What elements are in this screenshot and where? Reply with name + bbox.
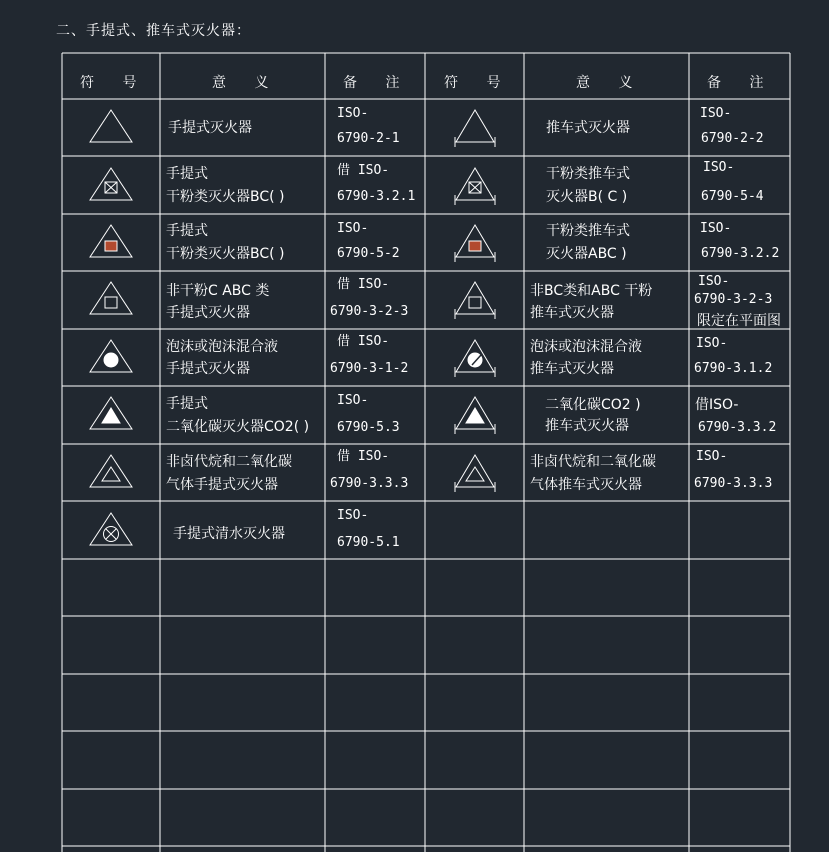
note-cell: 6790-2-1 (337, 131, 400, 146)
wheeled-triangle-crossed-square-icon (445, 162, 505, 208)
meaning-cell: 二氧化碳灭火器CO2( ) (166, 419, 310, 435)
meaning-cell: 气体推车式灭火器 (530, 477, 642, 493)
note-cell: 6790-3-2-3 (694, 292, 773, 307)
note-cell: 借 ISO- (337, 163, 390, 178)
meaning-cell: 手提式灭火器 (166, 361, 250, 377)
wheeled-triangle-inner-triangle-icon (445, 449, 505, 495)
wheeled-triangle-red-square-icon (445, 219, 505, 265)
meaning-cell: 非干粉C ABC 类 (166, 283, 270, 299)
triangle-crossed-circle-icon (81, 507, 141, 553)
note-cell: ISO- (337, 508, 369, 523)
triangle-crossed-square-icon (81, 162, 141, 208)
header-symbol-right: 符 号 (444, 75, 513, 91)
meaning-cell: 泡沫或泡沫混合液 (166, 339, 278, 355)
meaning-cell: 推车式灭火器 (530, 305, 614, 321)
note-cell: ISO- (337, 393, 369, 408)
note-cell: 6790-3.1.2 (694, 361, 773, 376)
meaning-cell: 二氧化碳CO2 ) (545, 397, 641, 413)
triangle-filled-triangle-icon (81, 391, 141, 437)
meaning-cell: 非BC类和ABC 干粉 (530, 283, 653, 299)
meaning-cell: 手提式 (166, 223, 208, 239)
meaning-cell: 干粉类灭火器BC( ) (166, 246, 285, 262)
meaning-cell: 干粉类灭火器BC( ) (166, 189, 285, 205)
note-cell: 6790-3-2-3 (330, 304, 409, 319)
wheeled-triangle-icon (445, 104, 505, 150)
meaning-cell: 气体手提式灭火器 (166, 477, 278, 493)
note-cell: ISO- (337, 106, 369, 121)
note-cell: ISO- (337, 221, 369, 236)
note-cell: 6790-2-2 (701, 131, 764, 146)
meaning-cell: 干粉类推车式 (546, 166, 630, 182)
meaning-cell: 泡沫或泡沫混合液 (530, 339, 642, 355)
note-cell: 6790-3.2.2 (701, 246, 780, 261)
note-cell: 6790-3.3.3 (330, 476, 409, 491)
note-cell: ISO- (700, 221, 732, 236)
note-cell: 6790-5.1 (337, 535, 400, 550)
meaning-cell: 灭火器B( C ) (546, 189, 628, 205)
note-cell: 6790-5.3 (337, 420, 400, 435)
note-cell: 6790-3-1-2 (330, 361, 409, 376)
meaning-cell: 灭火器ABC ) (546, 246, 627, 262)
wheeled-triangle-square-icon (445, 276, 505, 322)
meaning-cell: 手提式 (166, 396, 208, 412)
note-cell: 6790-5-2 (337, 246, 400, 261)
meaning-cell: 手提式清水灭火器 (173, 526, 285, 542)
meaning-cell: 手提式灭火器 (166, 305, 250, 321)
triangle-square-icon (81, 276, 141, 322)
triangle-inner-triangle-icon (81, 449, 141, 495)
note-cell: ISO- (698, 274, 730, 289)
wheeled-triangle-hatched-circle-icon (445, 334, 505, 380)
meaning-cell: 干粉类推车式 (546, 223, 630, 239)
header-symbol-left: 符 号 (80, 75, 149, 91)
note-cell: ISO- (696, 336, 728, 351)
note-cell: 限定在平面图 (697, 313, 781, 329)
meaning-cell: 非卤代烷和二氧化碳 (166, 454, 292, 470)
note-cell: ISO- (700, 106, 732, 121)
wheeled-triangle-filled-triangle-icon (445, 391, 505, 437)
note-cell: 借 ISO- (337, 449, 390, 464)
note-cell: 借 ISO- (337, 277, 390, 292)
note-cell: 6790-3.3.2 (698, 420, 777, 435)
meaning-cell: 非卤代烷和二氧化碳 (530, 454, 656, 470)
meaning-cell: 手提式灭火器 (168, 120, 252, 136)
page-title: 二、手提式、推车式灭火器： (56, 23, 251, 39)
note-cell: ISO- (696, 449, 728, 464)
meaning-cell: 手提式 (166, 166, 208, 182)
meaning-cell: 推车式灭火器 (546, 120, 630, 136)
note-cell: ISO- (703, 160, 735, 175)
triangle-icon (81, 104, 141, 150)
header-meaning-right: 意 义 (576, 75, 645, 91)
header-note-right: 备 注 (707, 75, 776, 91)
note-cell: 6790-5-4 (701, 189, 764, 204)
note-cell: 借 ISO- (337, 334, 390, 349)
note-cell: 6790-3.2.1 (337, 189, 416, 204)
header-note-left: 备 注 (343, 75, 412, 91)
triangle-filled-circle-icon (81, 334, 141, 380)
meaning-cell: 推车式灭火器 (530, 361, 614, 377)
header-meaning-left: 意 义 (212, 75, 281, 91)
triangle-red-square-icon (81, 219, 141, 265)
note-cell: 6790-3.3.3 (694, 476, 773, 491)
meaning-cell: 推车式灭火器 (545, 418, 629, 434)
note-cell: 借ISO- (695, 397, 739, 413)
